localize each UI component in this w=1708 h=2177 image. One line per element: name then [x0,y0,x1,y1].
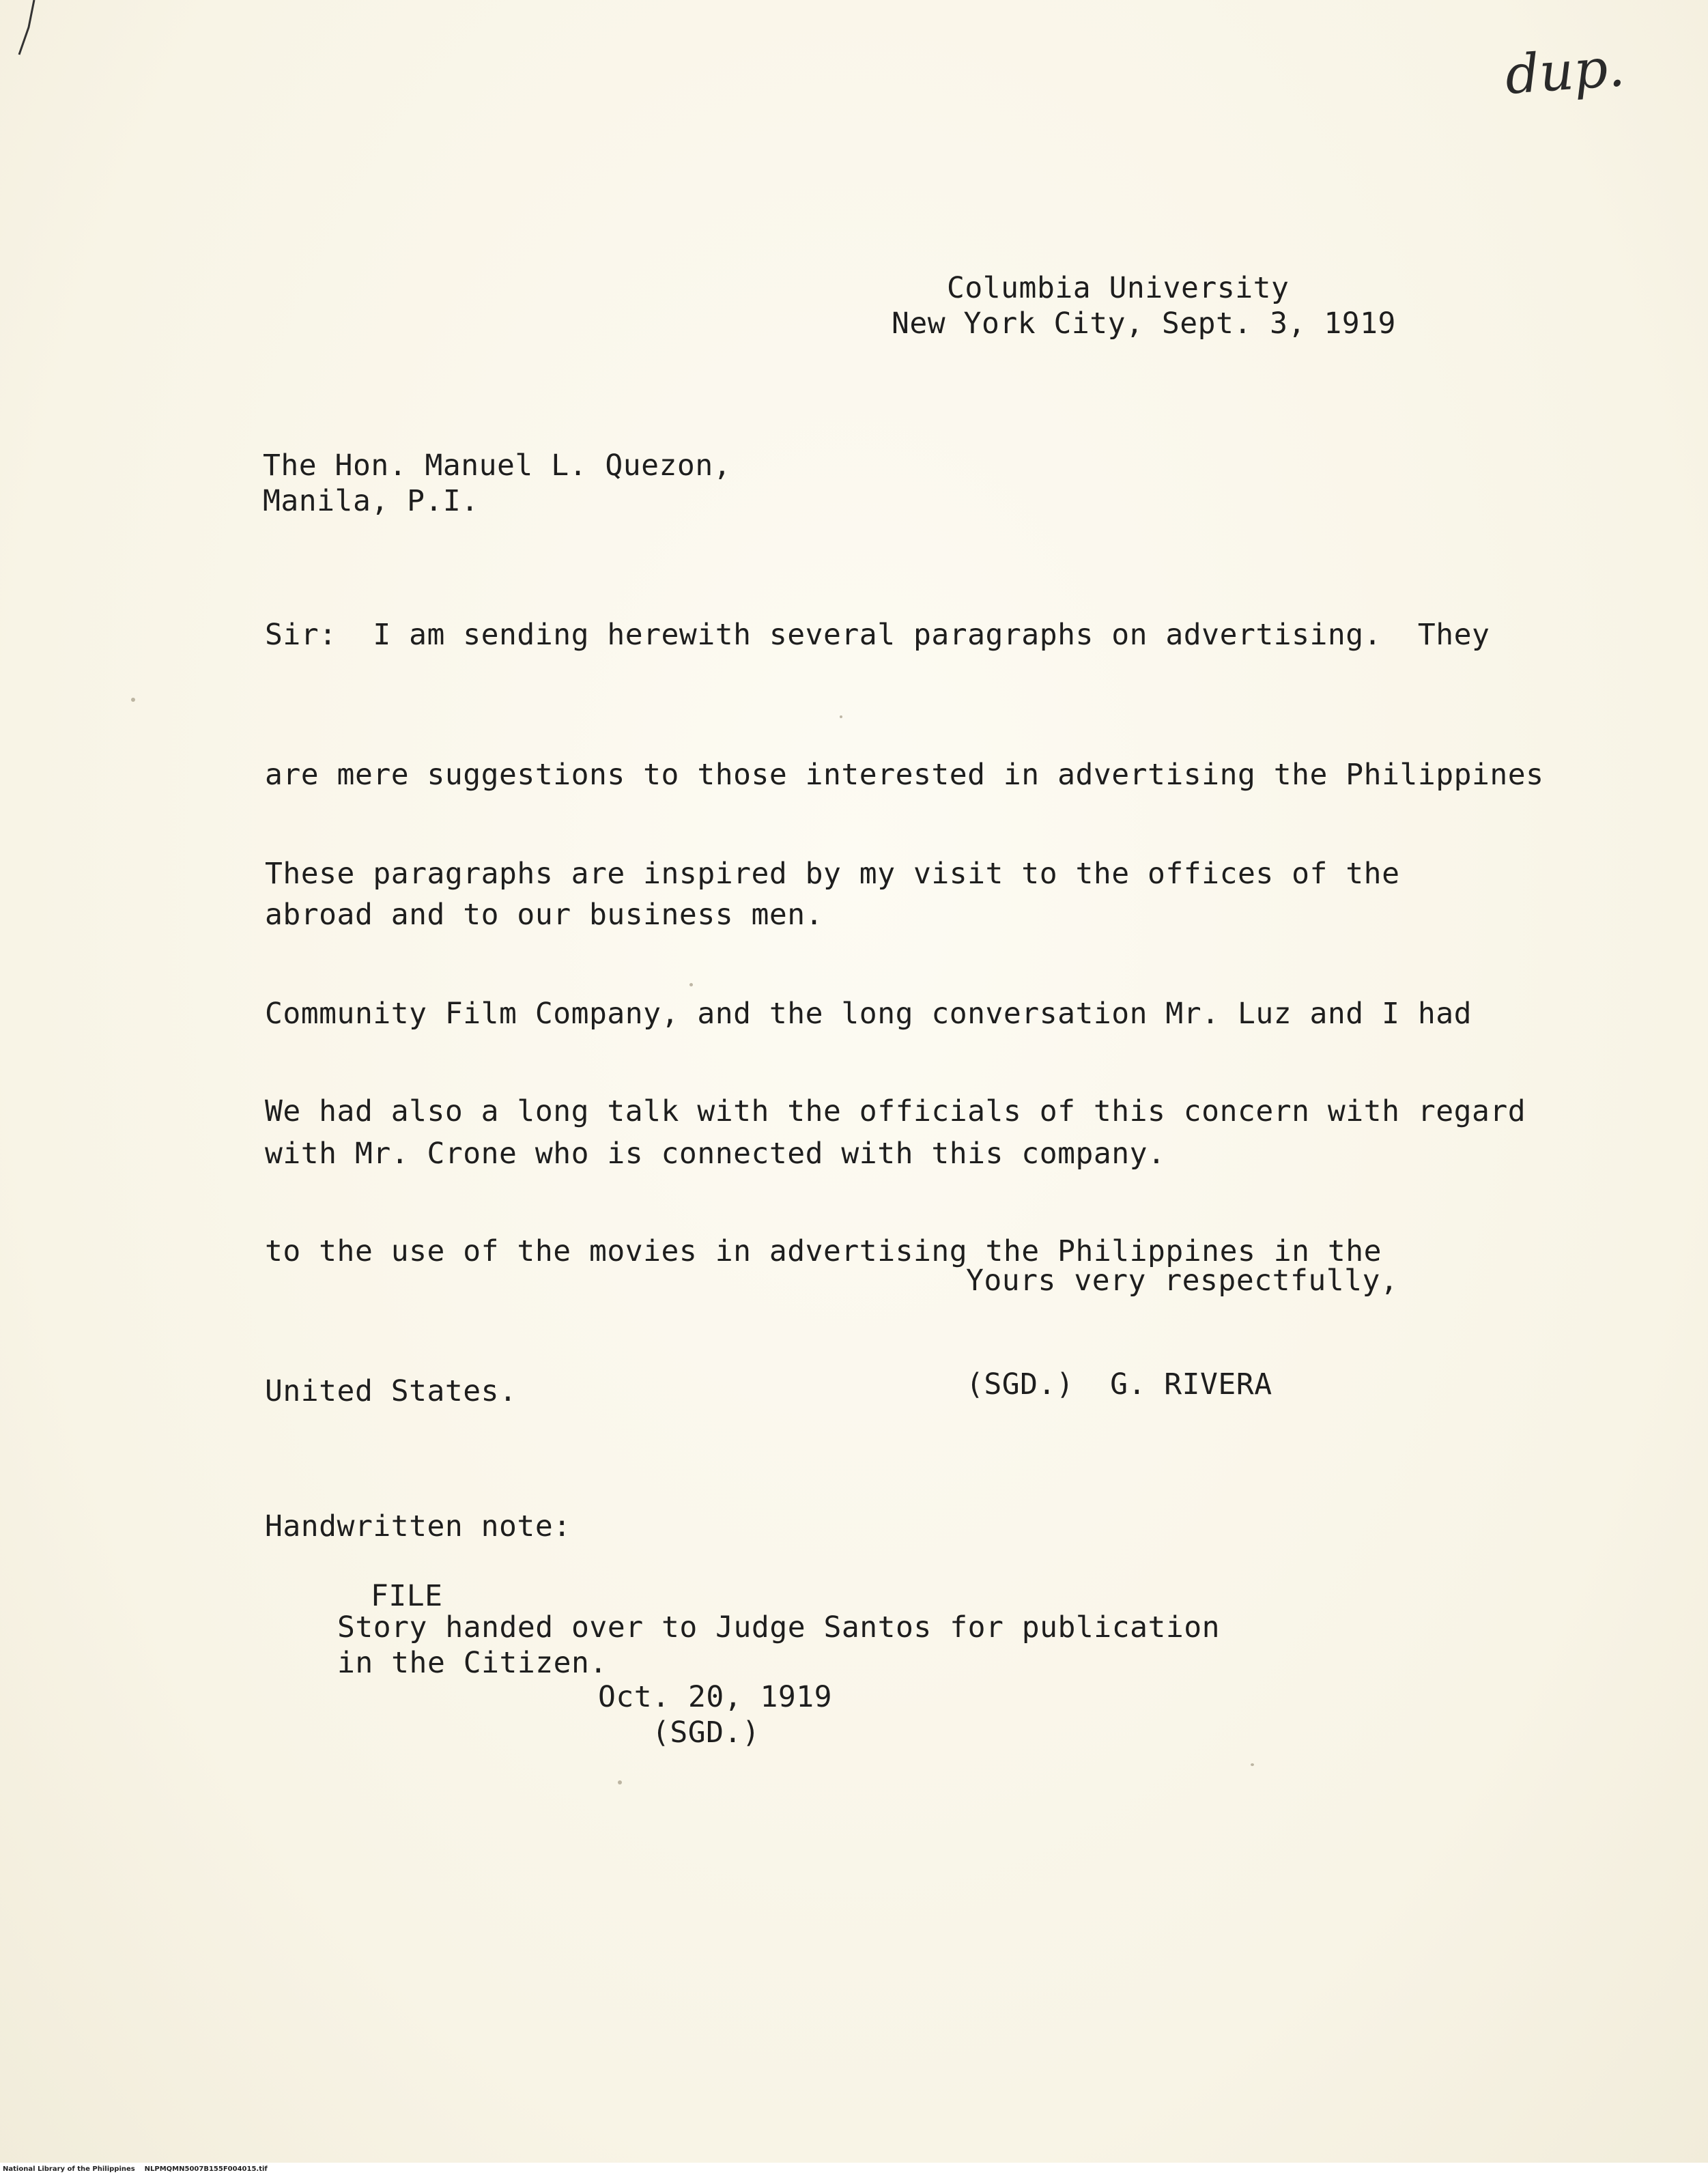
paragraph-line: These paragraphs are inspired by my visit to the offices of the [265,857,1400,891]
note-file-mark: FILE [371,1579,443,1613]
signature: (SGD.) G. RIVERA [966,1367,1272,1401]
paper-speck [840,715,842,718]
addressee-name: The Hon. Manuel L. Quezon, [263,449,732,483]
paragraph-line: United States. [265,1374,517,1408]
paper-speck [1251,1763,1254,1766]
paper-speck [689,983,693,986]
heading-institution: Columbia University [947,271,1290,305]
footer-caption: National Library of the Philippines NLPMQMN5007B155F004015.tif [3,2165,268,2173]
paper-speck [618,1780,622,1784]
paragraph-line: We had also a long talk with the officials of this concern with regard [265,1094,1526,1128]
paragraph-line: are mere suggestions to those interested in advertising the Philippines [265,758,1544,792]
margin-note: dup. [1503,37,1627,106]
paper-speck [131,698,135,702]
paragraph-line: with Mr. Crone who is connected with this company. [265,1137,1166,1171]
paragraph-line: to the use of the movies in advertising the Philippines in the [265,1234,1382,1268]
note-line: in the Citizen. [337,1646,608,1680]
corner-pen-mark [14,0,41,61]
addressee-location: Manila, P.I. [263,484,479,518]
note-signed: (SGD.) [652,1716,760,1750]
paragraph-line: Community Film Company, and the long conversation Mr. Luz and I had [265,997,1472,1031]
paragraph-line: abroad and to our business men. [265,898,824,932]
note-date: Oct. 20, 1919 [598,1680,833,1714]
closing: Yours very respectfully, [966,1264,1399,1298]
paragraph-3 [265,1006,1526,1462]
note-line: Story handed over to Judge Santos for publication [337,1610,1221,1645]
heading-place-date: New York City, Sept. 3, 1919 [892,307,1396,341]
note-label: Handwritten note: [265,1509,571,1543]
paragraph-line: Sir: I am sending herewith several paragraphs on advertising. They [265,618,1490,652]
